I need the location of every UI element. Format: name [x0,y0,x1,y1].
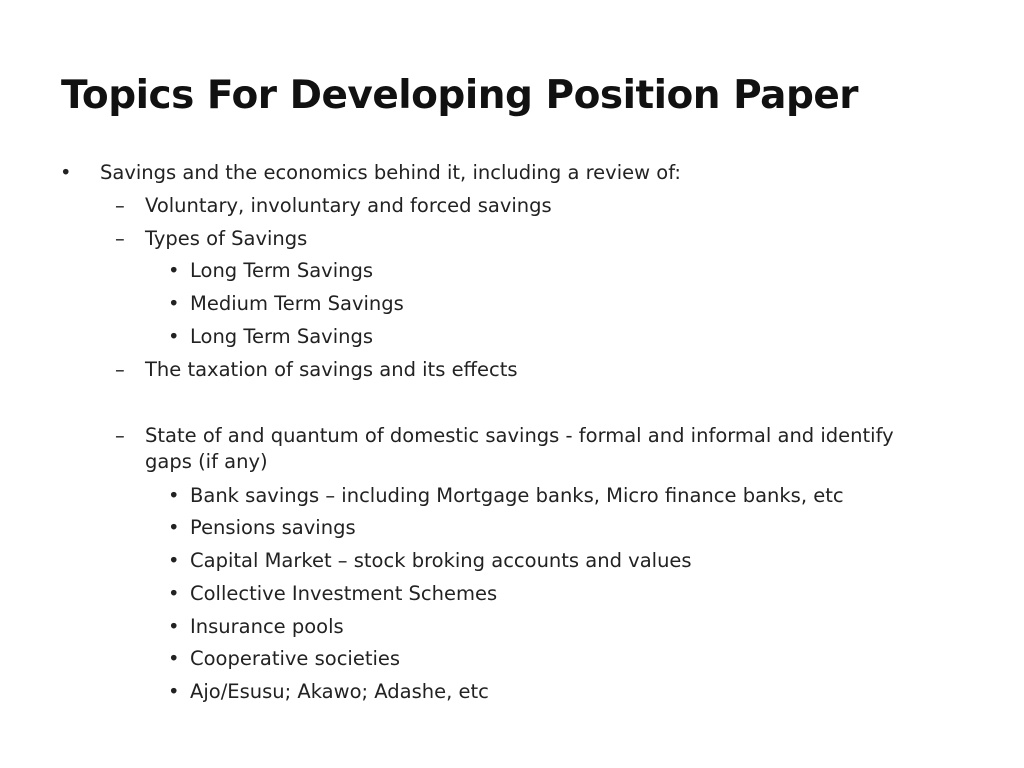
dash-marker: – [115,194,125,217]
bullet-marker: • [168,484,180,507]
slide-title: Topics For Developing Position Paper [61,73,859,118]
list-item-text: Long Term Savings [190,325,374,348]
list-item-text: Voluntary, involuntary and forced savings [145,194,552,217]
list-item-text: Types of Savings [145,227,308,250]
list-item-text: State of and quantum of domestic savings - formal and informal and identify gaps (if any) [145,424,894,473]
list-item-text: Insurance pools [190,615,344,638]
list-item-text: Pensions savings [190,516,356,539]
list-item-text: Long Term Savings [190,259,374,282]
bullet-marker: • [168,325,180,348]
bullet-marker: • [168,549,180,572]
bullet-marker: • [168,259,180,282]
list-item-text: Ajo/Esusu; Akawo; Adashe, etc [190,680,489,703]
list-item-text: Collective Investment Schemes [190,582,498,605]
bullet-marker: • [168,680,180,703]
list-item-text: The taxation of savings and its effects [145,358,518,381]
bullet-marker: • [168,582,180,605]
bullet-marker: • [168,615,180,638]
dash-marker: – [115,358,125,381]
list-item-text: Cooperative societies [190,647,401,670]
bullet-marker: • [60,161,72,184]
list-item-text: Savings and the economics behind it, including a review of: [100,161,681,184]
dash-marker: – [115,424,125,447]
dash-marker: – [115,227,125,250]
list-item-text: Bank savings – including Mortgage banks, Micro finance banks, etc [190,484,844,507]
bullet-marker: • [168,647,180,670]
list-item-text: Medium Term Savings [190,292,404,315]
list-item-text: Capital Market – stock broking accounts and values [190,549,692,572]
bullet-marker: • [168,516,180,539]
bullet-marker: • [168,292,180,315]
